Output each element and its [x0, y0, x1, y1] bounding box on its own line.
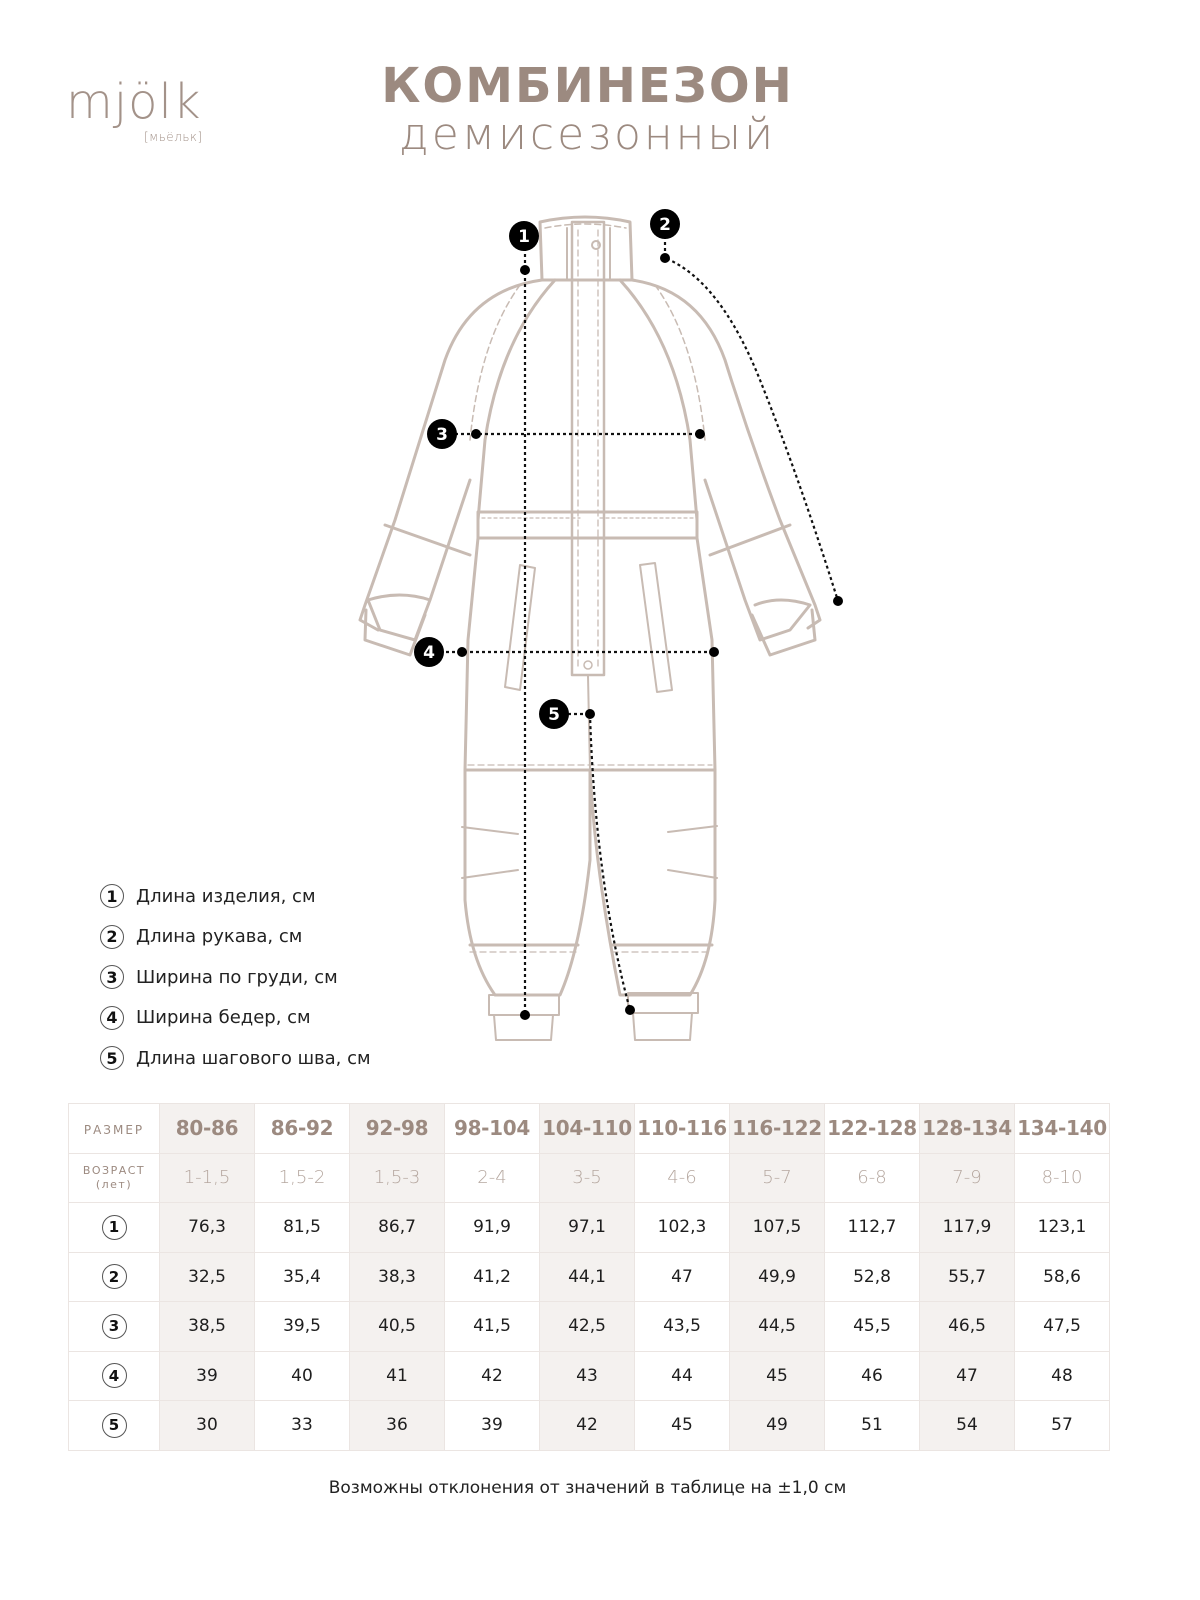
- measurement-cell: [540, 1302, 635, 1352]
- measurement-value: 86,7: [378, 1217, 416, 1238]
- measurement-value: 52,8: [853, 1266, 891, 1287]
- measurement-value: 30: [196, 1415, 218, 1436]
- measurement-value: 41,2: [473, 1266, 511, 1287]
- tolerance-note: Возможны отклонения от значений в таблице на ±1,0 см: [328, 1478, 847, 1498]
- measurement-value: 32,5: [188, 1266, 226, 1287]
- svg-text:4: 4: [423, 643, 435, 663]
- measurement-value: 43,5: [663, 1316, 701, 1337]
- size-value: 116-122: [732, 1116, 822, 1141]
- measurement-value: 48: [1051, 1365, 1073, 1386]
- measurement-value: 81,5: [283, 1217, 321, 1238]
- size-table-body: [69, 1104, 1110, 1451]
- row-marker-cell: [69, 1252, 160, 1302]
- age-value: 1-1,5: [183, 1167, 231, 1189]
- age-cell: [635, 1153, 730, 1203]
- size-cell: [920, 1104, 1015, 1154]
- measurement-cell: [1015, 1351, 1110, 1401]
- size-cell: [825, 1104, 920, 1154]
- svg-text:1: 1: [518, 227, 530, 247]
- measurement-cell: [635, 1401, 730, 1451]
- size-row: [69, 1104, 1110, 1154]
- legend-label: Ширина бедер, см: [136, 1007, 311, 1029]
- page-subtitle: демисезонный: [398, 109, 777, 160]
- page-title: КОМБИНЕЗОН: [381, 58, 794, 114]
- measurement-cell: [635, 1302, 730, 1352]
- marker-badge: 5: [100, 1046, 124, 1070]
- measurement-value: 45: [671, 1415, 693, 1436]
- legend-item: [100, 998, 371, 1039]
- measurement-cell: [825, 1401, 920, 1451]
- measurement-value: 44: [671, 1365, 693, 1386]
- age-cell: [1015, 1153, 1110, 1203]
- age-cell: [160, 1153, 255, 1203]
- row-marker-cell: [69, 1302, 160, 1352]
- size-value: 92-98: [365, 1116, 429, 1141]
- measurement-cell: [540, 1401, 635, 1451]
- age-cell: [350, 1153, 445, 1203]
- measurement-value: 49: [766, 1415, 788, 1436]
- measurement-cell: [160, 1203, 255, 1253]
- measurement-cell: [255, 1401, 350, 1451]
- measurement-value: 112,7: [847, 1217, 897, 1238]
- measurement-value: 39: [481, 1415, 503, 1436]
- age-cell: [730, 1153, 825, 1203]
- marker-badge: 5: [102, 1413, 127, 1438]
- measurement-cell: [160, 1401, 255, 1451]
- size-value: 110-116: [637, 1116, 727, 1141]
- legend-item: [100, 1038, 371, 1079]
- measurement-cell: [730, 1252, 825, 1302]
- marker-badge: 1: [102, 1215, 127, 1240]
- measurement-row: [69, 1203, 1110, 1253]
- marker-badge: 1: [100, 884, 124, 908]
- size-table: [68, 1103, 1110, 1451]
- measurement-value: 123,1: [1037, 1217, 1087, 1238]
- age-cell: [920, 1153, 1015, 1203]
- measurement-cell: [1015, 1302, 1110, 1352]
- measurement-value: 97,1: [568, 1217, 606, 1238]
- measurement-cell: [350, 1401, 445, 1451]
- measurement-cell: [160, 1351, 255, 1401]
- age-cell: [445, 1153, 540, 1203]
- size-cell: [540, 1104, 635, 1154]
- measurement-cell: [445, 1351, 540, 1401]
- size-value: 134-140: [1017, 1116, 1107, 1141]
- measurement-cell: [920, 1401, 1015, 1451]
- measurement-value: 51: [861, 1415, 883, 1436]
- measurement-cell: [350, 1302, 445, 1352]
- legend-item: [100, 876, 371, 917]
- legend-label: Длина изделия, см: [136, 885, 316, 907]
- measurement-value: 47,5: [1043, 1316, 1081, 1337]
- measurement-value: 45: [766, 1365, 788, 1386]
- measurement-value: 42,5: [568, 1316, 606, 1337]
- measurement-value: 49,9: [758, 1266, 796, 1287]
- measurement-cell: [540, 1203, 635, 1253]
- measurement-value: 43: [576, 1365, 598, 1386]
- age-cell: [540, 1153, 635, 1203]
- measurement-cell: [635, 1252, 730, 1302]
- marker-badge: 4: [100, 1006, 124, 1030]
- measurement-value: 76,3: [188, 1217, 226, 1238]
- measurement-value: 42: [576, 1415, 598, 1436]
- size-cell: [255, 1104, 350, 1154]
- size-cell: [160, 1104, 255, 1154]
- garment-outline: [360, 217, 820, 1040]
- age-cell: [255, 1153, 350, 1203]
- row-marker-cell: [69, 1203, 160, 1253]
- marker-badge: 2: [100, 925, 124, 949]
- age-value: 5-7: [762, 1167, 792, 1189]
- measurement-cell: [1015, 1401, 1110, 1451]
- measurement-value: 57: [1051, 1415, 1073, 1436]
- age-header: [69, 1153, 160, 1203]
- measurement-value: 46,5: [948, 1316, 986, 1337]
- legend-label: Длина рукава, см: [136, 926, 303, 948]
- measurement-cell: [445, 1401, 540, 1451]
- measurement-legend: [100, 876, 371, 1079]
- measurement-cell: [255, 1252, 350, 1302]
- svg-text:5: 5: [548, 705, 560, 725]
- measurement-value: 40,5: [378, 1316, 416, 1337]
- age-value: 8-10: [1041, 1167, 1083, 1189]
- measurement-value: 41,5: [473, 1316, 511, 1337]
- size-cell: [730, 1104, 825, 1154]
- logo-transcription: [мьёльк]: [144, 130, 203, 144]
- measurement-value: 58,6: [1043, 1266, 1081, 1287]
- measurement-cell: [445, 1252, 540, 1302]
- measurement-value: 45,5: [853, 1316, 891, 1337]
- marker-badge: 2: [102, 1264, 127, 1289]
- measurement-cell: [635, 1351, 730, 1401]
- measurement-cell: [730, 1351, 825, 1401]
- measurement-value: 91,9: [473, 1217, 511, 1238]
- size-cell: [350, 1104, 445, 1154]
- age-value: 2-4: [477, 1167, 507, 1189]
- measurement-value: 55,7: [948, 1266, 986, 1287]
- size-value: 122-128: [827, 1116, 917, 1141]
- measurement-row: [69, 1351, 1110, 1401]
- measurement-cell: [350, 1203, 445, 1253]
- measurement-value: 107,5: [752, 1217, 802, 1238]
- measurement-cell: [825, 1351, 920, 1401]
- size-header-label: РАЗМЕР: [83, 1122, 145, 1137]
- legend-label: Длина шагового шва, см: [136, 1047, 371, 1069]
- size-value: 128-134: [922, 1116, 1012, 1141]
- measurement-cell: [255, 1351, 350, 1401]
- measurement-cell: [730, 1203, 825, 1253]
- measurement-cell: [825, 1252, 920, 1302]
- measurement-cell: [160, 1302, 255, 1352]
- measurement-value: 46: [861, 1365, 883, 1386]
- measurement-value: 102,3: [657, 1217, 707, 1238]
- age-value: 4-6: [667, 1167, 697, 1189]
- measurement-lines: [440, 236, 838, 1015]
- measurement-cell: [920, 1252, 1015, 1302]
- measurement-value: 44,1: [568, 1266, 606, 1287]
- measurement-cell: [540, 1351, 635, 1401]
- age-value: 1,5-3: [373, 1167, 421, 1189]
- age-header-unit: (лет): [95, 1177, 133, 1191]
- measurement-value: 117,9: [942, 1217, 992, 1238]
- legend-item: [100, 957, 371, 998]
- measurement-cell: [920, 1302, 1015, 1352]
- measurement-cell: [1015, 1252, 1110, 1302]
- size-cell: [635, 1104, 730, 1154]
- measurement-value: 40: [291, 1365, 313, 1386]
- age-value: 7-9: [952, 1167, 982, 1189]
- measurement-cell: [825, 1203, 920, 1253]
- measurement-cell: [1015, 1203, 1110, 1253]
- size-header: [69, 1104, 160, 1154]
- measurement-value: 47: [671, 1266, 693, 1287]
- measurement-row: [69, 1401, 1110, 1451]
- age-cell: [825, 1153, 920, 1203]
- size-cell: [445, 1104, 540, 1154]
- size-cell: [1015, 1104, 1110, 1154]
- measurement-cell: [350, 1252, 445, 1302]
- row-marker-cell: [69, 1351, 160, 1401]
- age-header-label: ВОЗРАСТ: [82, 1163, 146, 1177]
- age-value: 6-8: [857, 1167, 887, 1189]
- measurement-value: 36: [386, 1415, 408, 1436]
- size-value: 80-86: [175, 1116, 239, 1141]
- measurement-cell: [445, 1203, 540, 1253]
- svg-text:3: 3: [436, 425, 448, 445]
- measurement-value: 38,3: [378, 1266, 416, 1287]
- measurement-cell: [920, 1351, 1015, 1401]
- measurement-cell: [540, 1252, 635, 1302]
- logo-text: mjölk: [66, 74, 202, 130]
- measurement-value: 42: [481, 1365, 503, 1386]
- measurement-cell: [160, 1252, 255, 1302]
- measurement-value: 47: [956, 1365, 978, 1386]
- age-row: [69, 1153, 1110, 1203]
- measurement-cell: [255, 1203, 350, 1253]
- size-value: 98-104: [453, 1116, 531, 1141]
- measurement-value: 39: [196, 1365, 218, 1386]
- measurement-cell: [730, 1302, 825, 1352]
- size-value: 104-110: [542, 1116, 632, 1141]
- measurement-cell: [350, 1351, 445, 1401]
- measurement-cell: [825, 1302, 920, 1352]
- age-value: 3-5: [572, 1167, 602, 1189]
- legend-label: Ширина по груди, см: [136, 966, 338, 988]
- measurement-cell: [635, 1203, 730, 1253]
- measurement-cell: [920, 1203, 1015, 1253]
- measurement-value: 39,5: [283, 1316, 321, 1337]
- measurement-value: 33: [291, 1415, 313, 1436]
- marker-badge: 4: [102, 1363, 127, 1388]
- measurement-cell: [445, 1302, 540, 1352]
- measurement-cell: [730, 1401, 825, 1451]
- row-marker-cell: [69, 1401, 160, 1451]
- measurement-value: 38,5: [188, 1316, 226, 1337]
- svg-text:2: 2: [659, 215, 671, 235]
- legend-item: [100, 917, 371, 958]
- size-value: 86-92: [270, 1116, 334, 1141]
- measurement-value: 44,5: [758, 1316, 796, 1337]
- marker-badge: 3: [100, 965, 124, 989]
- measurement-value: 54: [956, 1415, 978, 1436]
- marker-badge: 3: [102, 1314, 127, 1339]
- measurement-value: 35,4: [283, 1266, 321, 1287]
- age-value: 1,5-2: [278, 1167, 326, 1189]
- measurement-row: [69, 1302, 1110, 1352]
- measurement-value: 41: [386, 1365, 408, 1386]
- measurement-row: [69, 1252, 1110, 1302]
- measurement-cell: [255, 1302, 350, 1352]
